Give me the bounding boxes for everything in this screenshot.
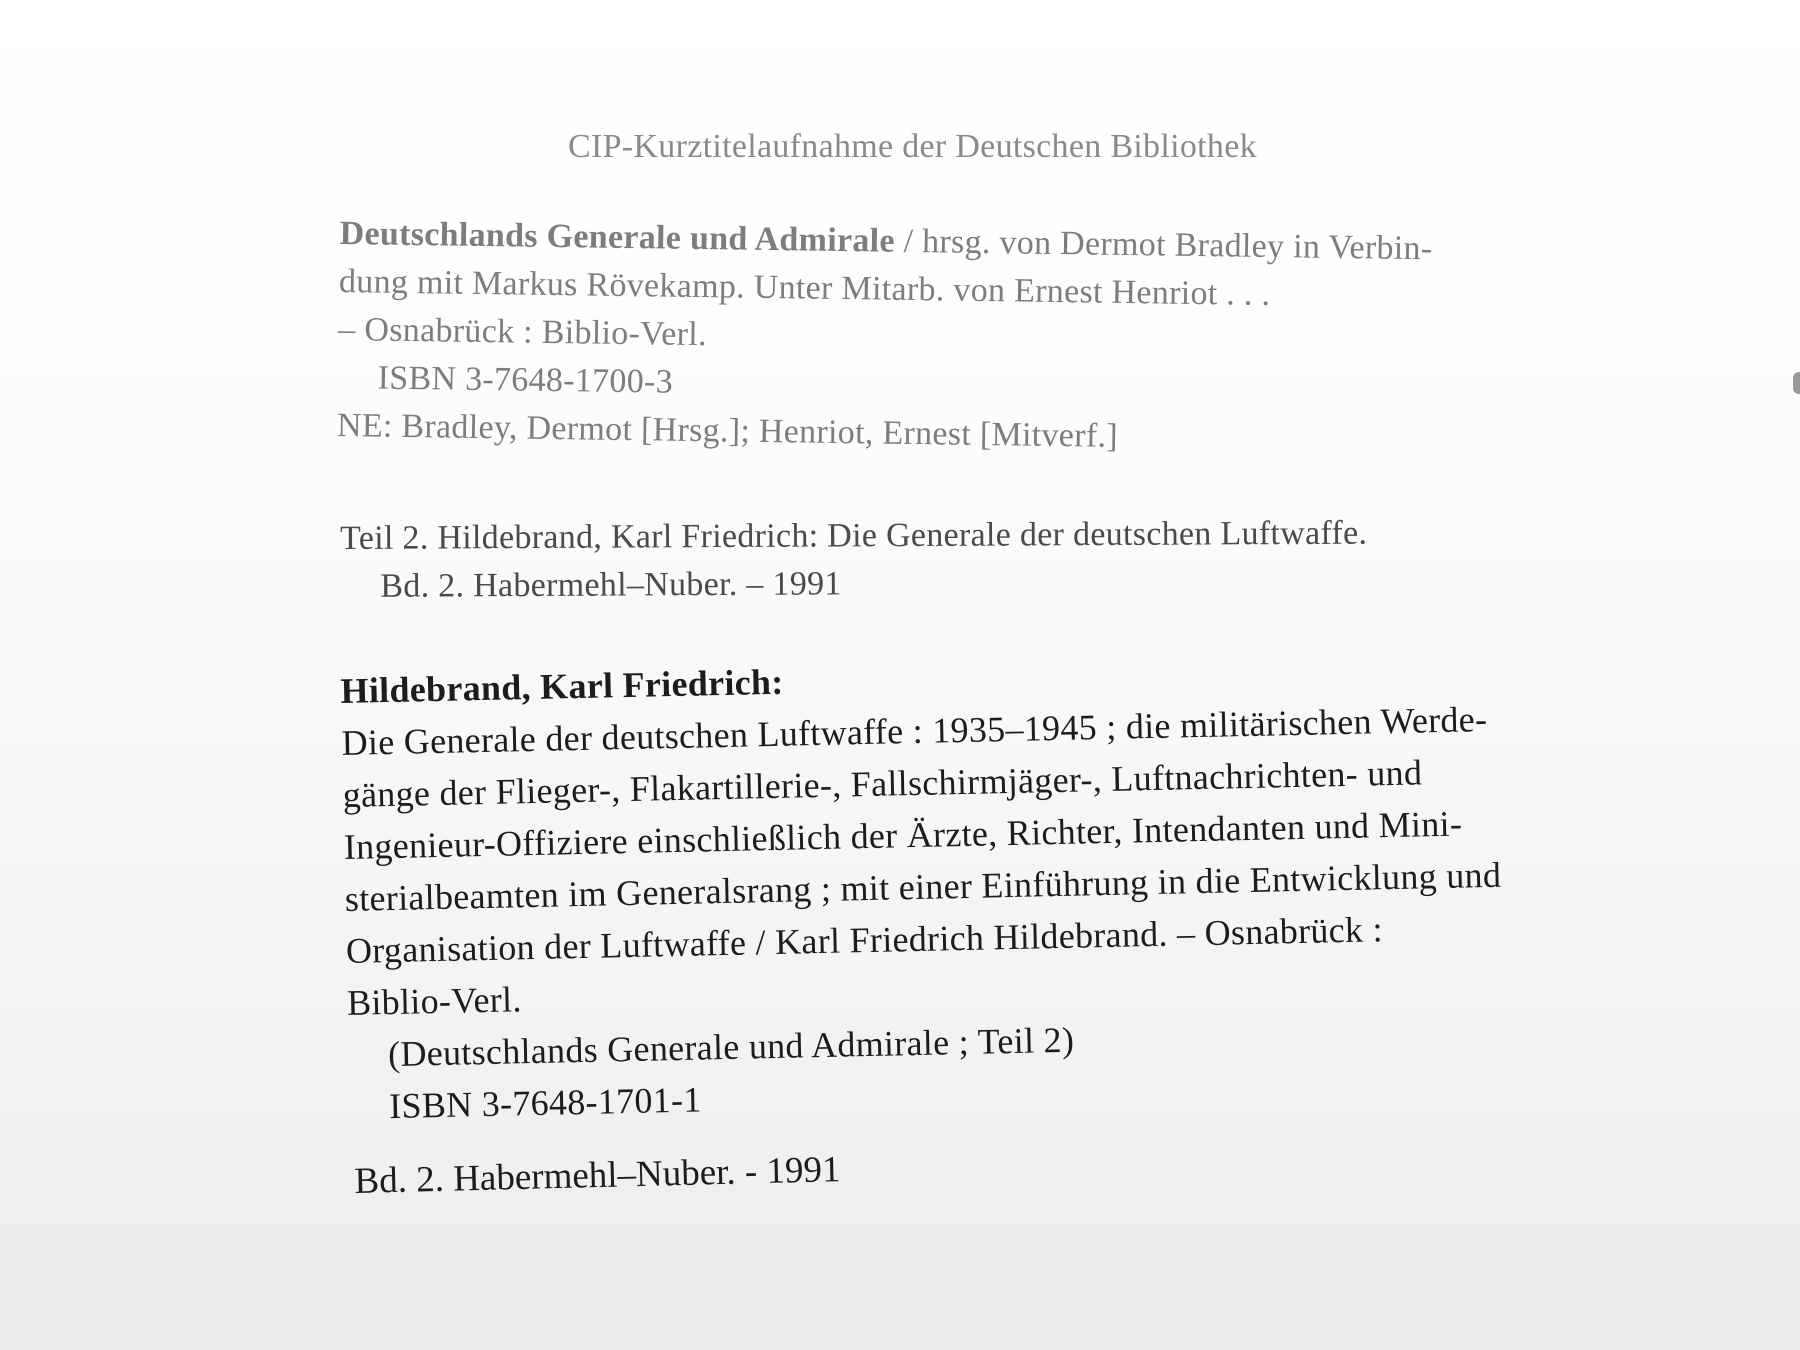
- entry-title: Deutschlands Generale und Admirale: [339, 214, 896, 260]
- description-line: Ingenieur-Offiziere einschließlich der Ärzte, Richter, Intendanten und Mini-: [343, 803, 1463, 867]
- description-line: sterialbeamten im Generalsrang ; mit einer Einführung in die Entwicklung und: [344, 854, 1502, 919]
- description-line: gänge der Flieger-, Flakartillerie-, Fallschirmjäger-, Luftnachrichten- und: [342, 752, 1423, 815]
- entry-ne: NE: Bradley, Dermot [Hrsg.]; Henriot, Ernest [Mitverf.]: [336, 406, 1119, 455]
- description-line: Biblio-Verl.: [346, 979, 523, 1023]
- volume-footer: Bd. 2. Habermehl–Nuber. - 1991: [354, 1149, 841, 1202]
- volume-isbn: ISBN 3-7648-1701-1: [388, 1079, 702, 1127]
- entry-isbn: ISBN 3-7648-1700-3: [377, 359, 674, 401]
- cip-entry-part: [340, 509, 1560, 611]
- series-line: (Deutschlands Generale und Admirale ; Teil 2): [387, 1019, 1075, 1075]
- description-line: Die Generale der deutschen Luftwaffe : 1935–1945 ; die militärischen Werde-: [341, 698, 1488, 763]
- page-edge-mark: [1793, 372, 1800, 394]
- entry-line: dung mit Markus Rövekamp. Unter Mitarb. von Ernest Henriot . . .: [338, 262, 1271, 313]
- cip-entry-series: [337, 210, 1560, 467]
- entry-publisher: – Osnabrück : Biblio-Verl.: [338, 310, 708, 354]
- part-line: Teil 2. Hildebrand, Karl Friedrich: Die Generale der deutschen Luftwaffe.: [340, 514, 1368, 557]
- description-line: Organisation der Luftwaffe / Karl Friedrich Hildebrand. – Osnabrück :: [345, 909, 1384, 971]
- part-volume: Bd. 2. Habermehl–Nuber. – 1991: [380, 565, 842, 605]
- author-heading: Hildebrand, Karl Friedrich:: [340, 661, 784, 711]
- cip-entry-volume: [340, 639, 1570, 1132]
- cip-header: CIP-Kurztitelaufnahme der Deutschen Bibliothek: [568, 128, 1257, 165]
- entry-title-rest: / hrsg. von Dermot Bradley in Verbin-: [894, 222, 1433, 268]
